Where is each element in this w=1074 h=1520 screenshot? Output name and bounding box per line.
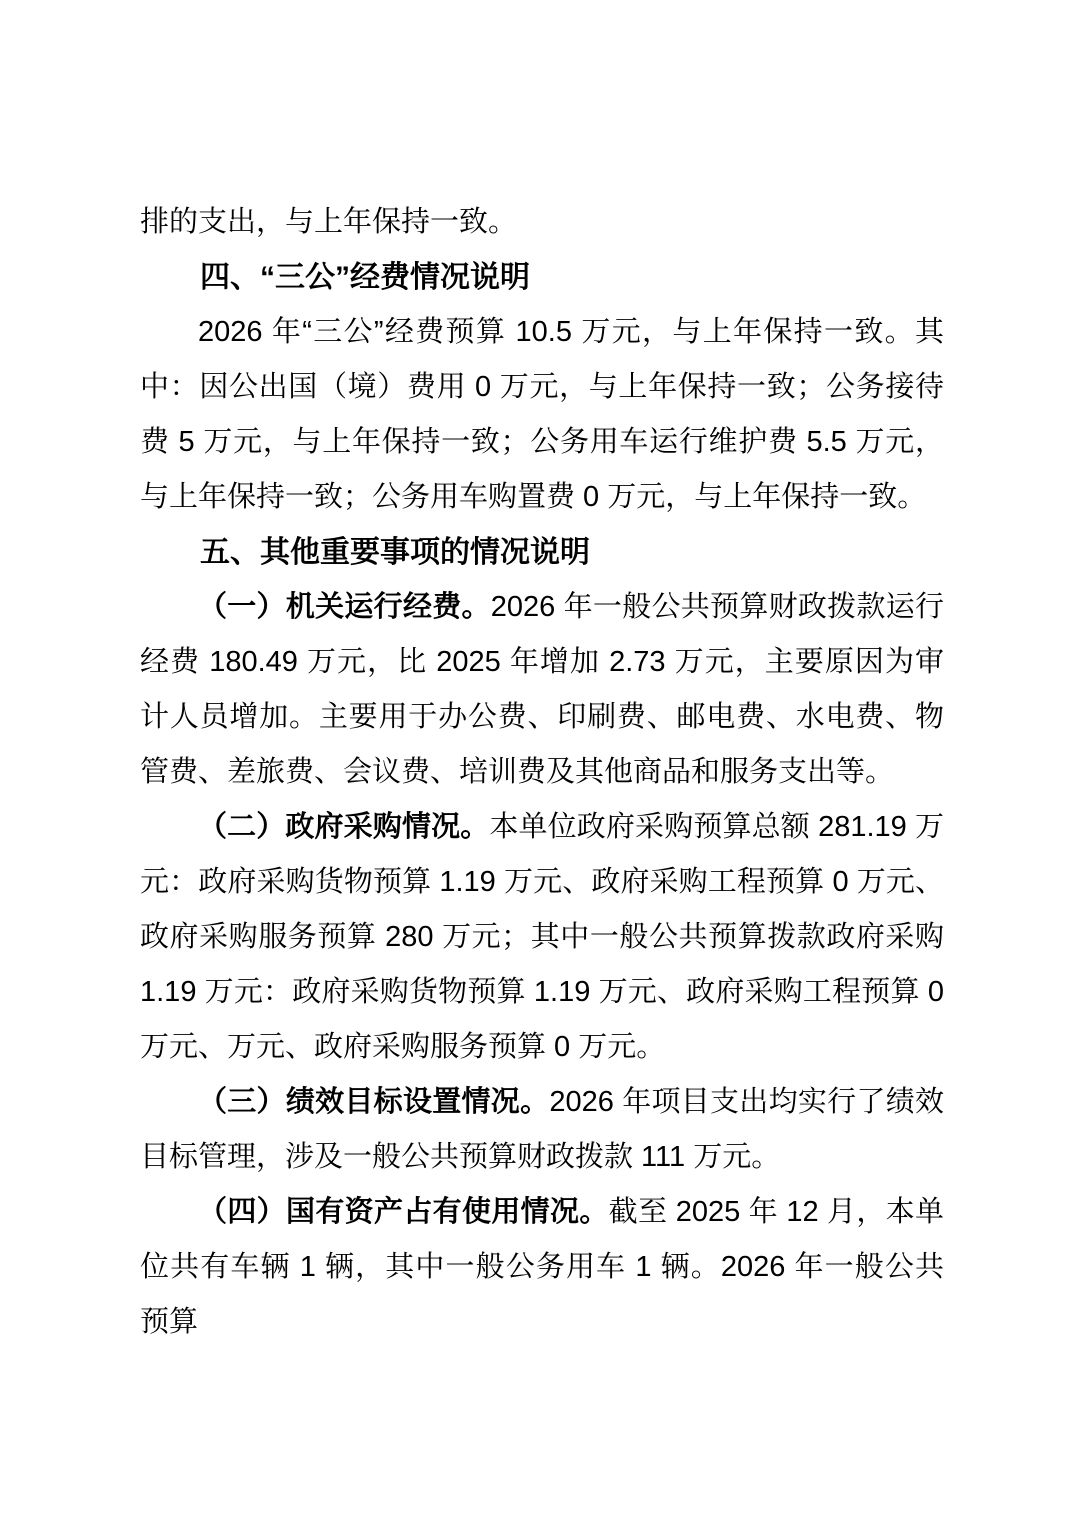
paragraph-performance-targets: [140, 1075, 944, 1185]
paragraph-three-public-funds: 2026 年“三公”经费预算 10.5 万元，与上年保持一致。其中：因公出国（境）费用 0 万元，与上年保持一致；公务接待费 5 万元，与上年保持一致；公务用车运行维护费 5.5 万元，与上年保持一致；公务用车购置费 0 万元，与上年保持一致。: [140, 316, 944, 513]
section-heading-other-important-matters: 五、其他重要事项的情况说明: [200, 536, 590, 569]
document-body: [140, 195, 944, 1350]
paragraph-operating-expenses: [140, 580, 944, 800]
paragraph-operating-expenses-text: 2026 年一般公共预算财政拨款运行经费 180.49 万元，比 2025 年增加 2.73 万元，主要原因为审计人员增加。主要用于办公费、印刷费、邮电费、水电费、物管费、差旅费、会议费、培训费及其他商品和服务支出等。: [140, 591, 944, 788]
paragraph-performance-targets-lead: （三）绩效目标设置情况。: [198, 1086, 550, 1118]
paragraph-performance-targets-text: 2026 年项目支出均实行了绩效目标管理，涉及一般公共预算财政拨款 111 万元。: [140, 1086, 944, 1173]
paragraph-operating-expenses-lead: （一）机关运行经费。: [198, 591, 491, 623]
paragraph-state-owned-assets: [140, 1185, 944, 1350]
paragraph-government-procurement-text: 本单位政府采购预算总额 281.19 万元：政府采购货物预算 1.19 万元、政府采购工程预算 0 万元、政府采购服务预算 280 万元；其中一般公共预算拨款政府采购 1.19 万元：政府采购货物预算 1.19 万元、政府采购工程预算 0 万元、万元、政府采购服务预算 0 万元。: [140, 811, 944, 1063]
paragraph-government-procurement-lead: （二）政府采购情况。: [198, 811, 490, 843]
paragraph-carryover-line: 排的支出，与上年保持一致。: [140, 206, 518, 238]
paragraph-government-procurement: [140, 800, 944, 1075]
paragraph-state-owned-assets-text: 截至 2025 年 12 月，本单位共有车辆 1 辆，其中一般公务用车 1 辆。2026 年一般公共预算: [140, 1196, 944, 1338]
section-heading-three-public-funds: 四、“三公”经费情况说明: [200, 261, 530, 294]
paragraph-state-owned-assets-lead: （四）国有资产占有使用情况。: [198, 1196, 609, 1228]
